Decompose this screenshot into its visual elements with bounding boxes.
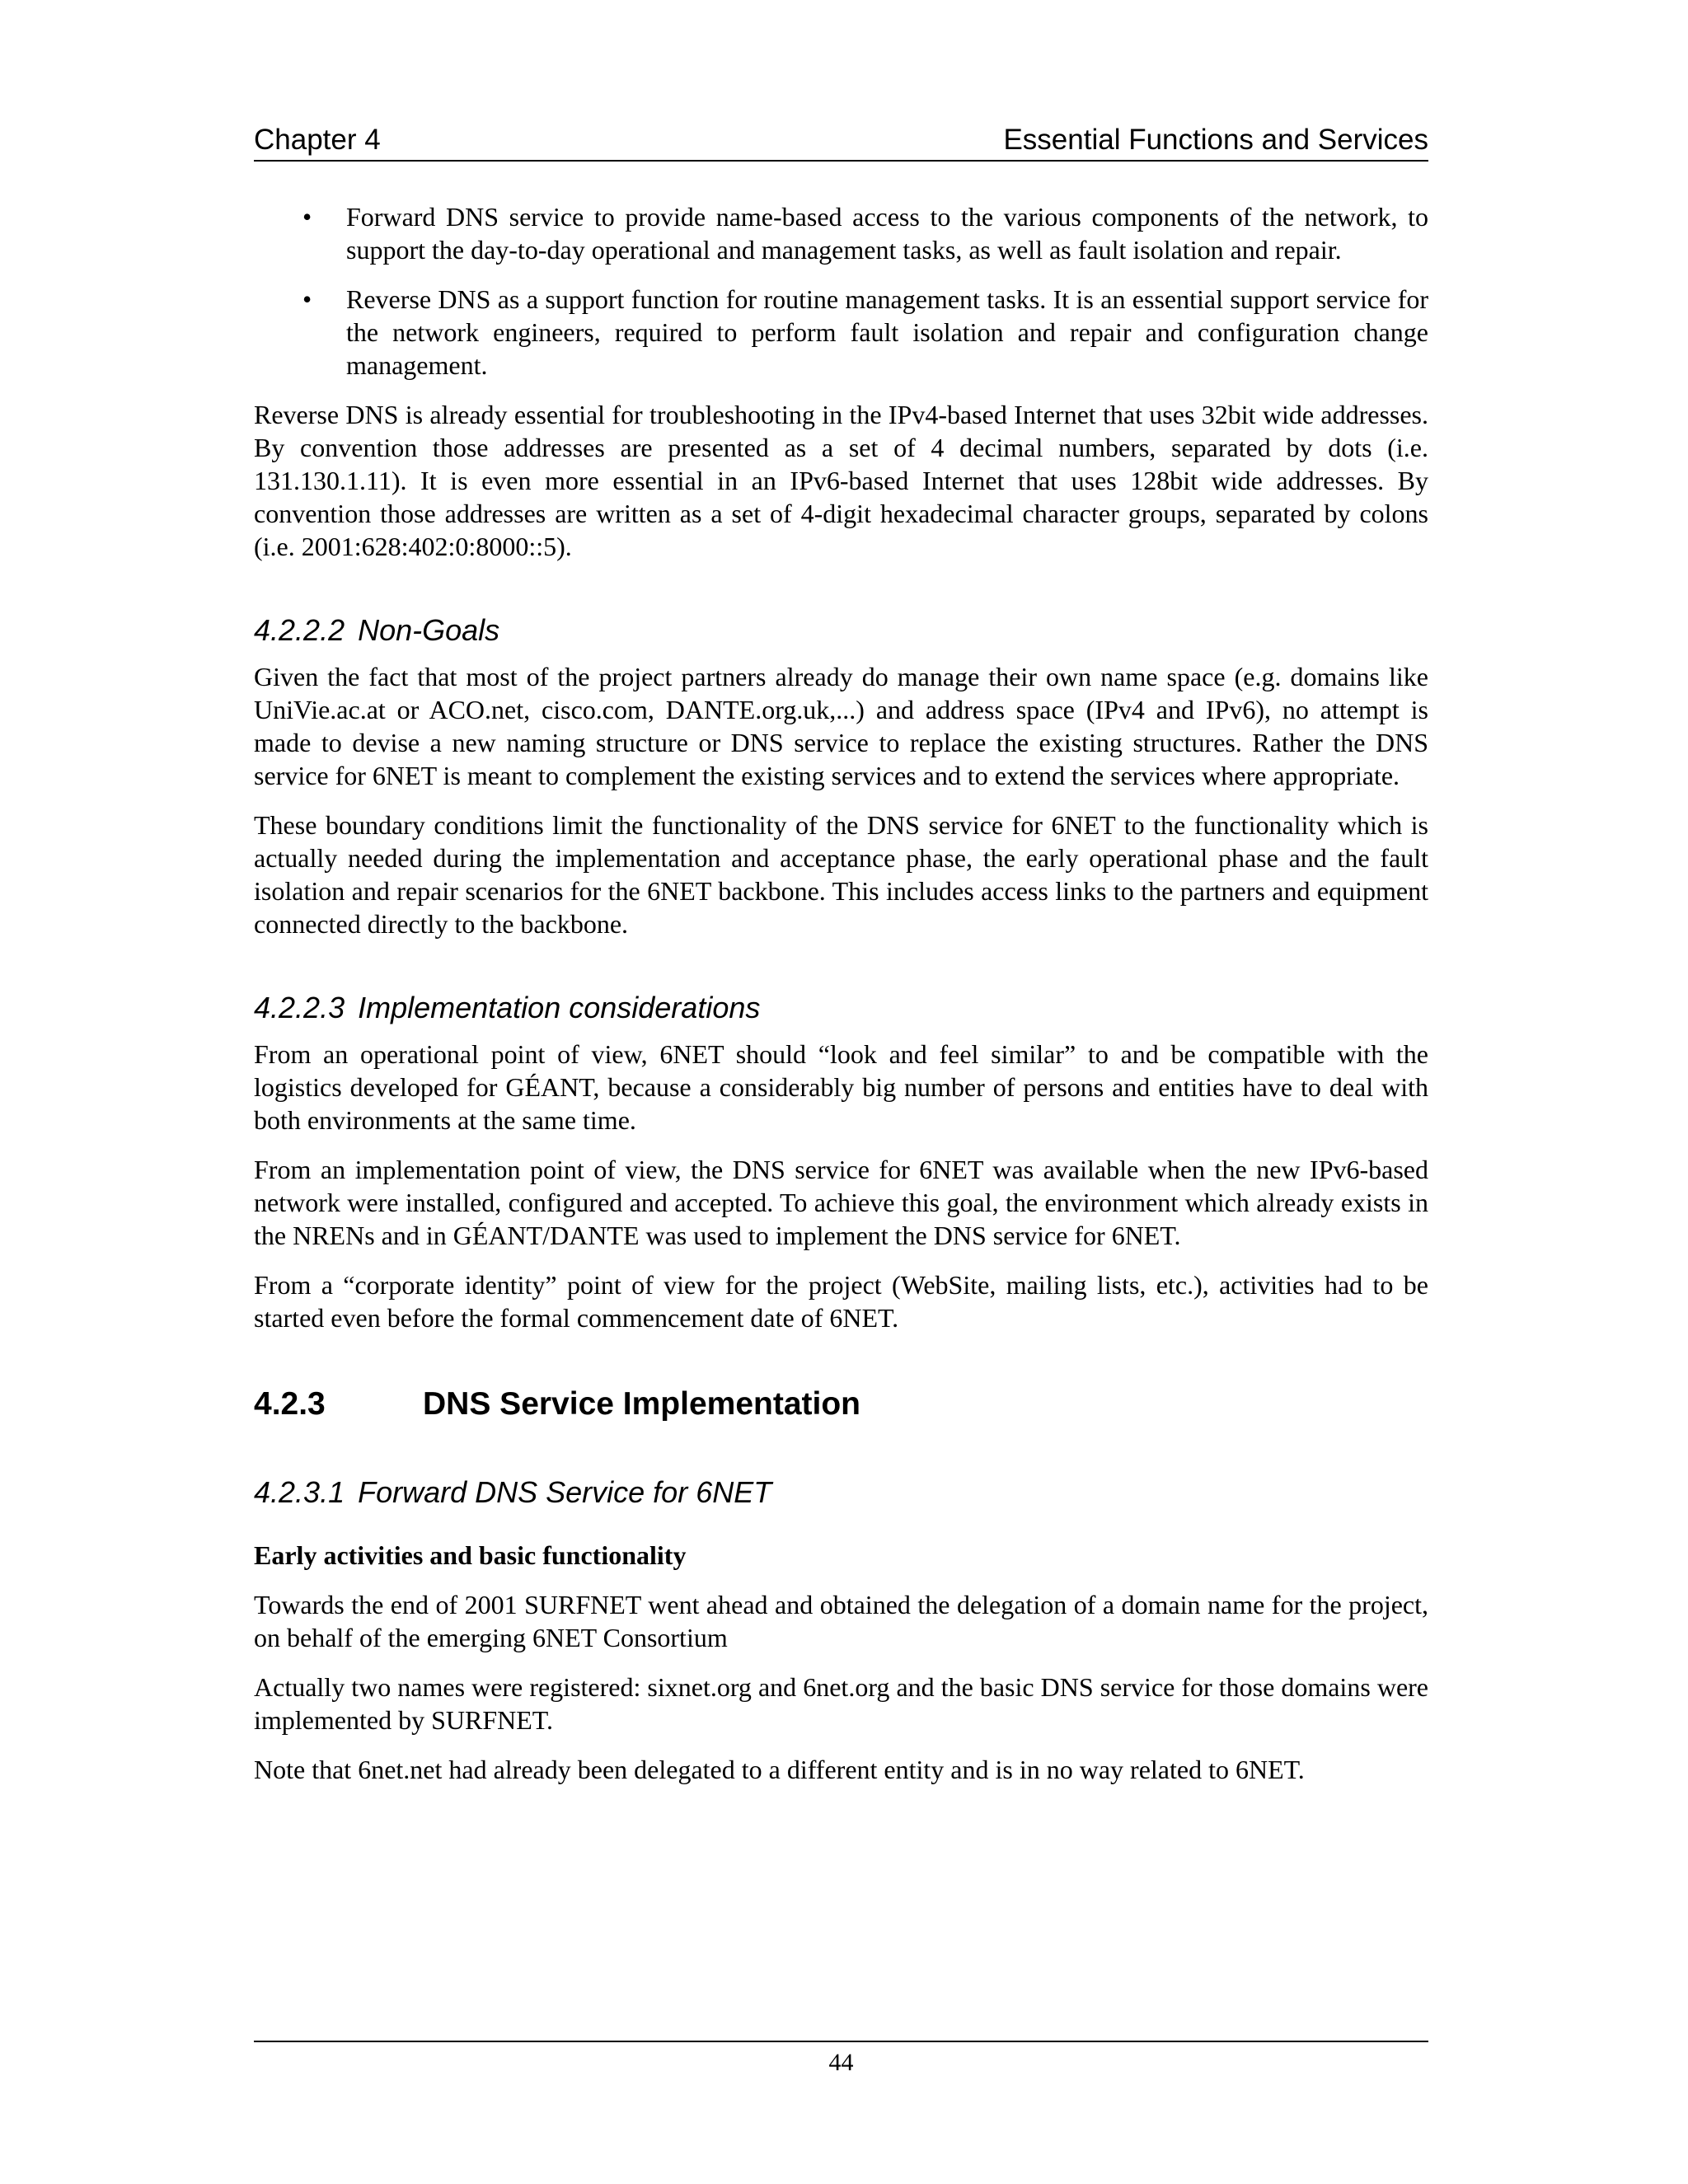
page-number: 44	[828, 2049, 854, 2076]
heading-title: Forward DNS Service for 6NET	[358, 1475, 772, 1509]
bullet-text: Reverse DNS as a support function for routine management tasks. It is an essential support service for the network engineers, required to perform fault isolation and repair and configuration change management.	[346, 284, 1428, 380]
heading-title: DNS Service Implementation	[423, 1386, 860, 1422]
intro-paragraph: Reverse DNS is already essential for troubleshooting in the IPv4-based Internet that uses 32bit wide addresses. By convention those addresses are presented as a set of 4 decimal numbers, separated by dots (i.e. 131.130.1.11). It is even more essential in an IPv6-based Internet that uses 128bit wide addresses. By convention those addresses are written as a set of 4-digit hexadecimal character groups, separated by colons (i.e. 2001:628:402:0:8000::5).	[254, 400, 1428, 561]
run-in-heading: Early activities and basic functionality	[254, 1540, 687, 1570]
header-title: Essential Functions and Services	[1003, 124, 1428, 156]
header-chapter: Chapter 4	[254, 124, 381, 156]
heading-forward-dns	[254, 1474, 1428, 1511]
paragraph: Given the fact that most of the project partners already do manage their own name space (e.g. domains like UniVie.ac.at or ACO.net, cisco.com, DANTE.org.uk,...) and address space (IPv4 and IPv6), no attempt is made to devise a new naming structure or DNS service to replace the existing structures. Rather the DNS service for 6NET is meant to complement the existing services and to extend the services where appropriate.	[254, 662, 1428, 790]
bullet-icon: •	[302, 202, 312, 232]
running-header	[254, 120, 1428, 162]
list-item	[254, 283, 1428, 382]
heading-dns-service-implementation	[254, 1384, 1428, 1425]
paragraph: From an operational point of view, 6NET should “look and feel similar” to and be compatible with the logistics developed for GÉANT, because a considerably big number of persons and entities have to deal with both environments at the same time.	[254, 1039, 1428, 1135]
paragraph: From a “corporate identity” point of view for the project (WebSite, mailing lists, etc.), activities had to be started even before the formal commencement date of 6NET.	[254, 1270, 1428, 1333]
heading-title: Non-Goals	[358, 613, 500, 647]
heading-non-goals	[254, 612, 1428, 649]
list-item	[254, 200, 1428, 266]
heading-implementation-considerations	[254, 990, 1428, 1026]
paragraph: Note that 6net.net had already been delegated to a different entity and is in no way related to 6NET.	[254, 1755, 1305, 1784]
bullet-text: Forward DNS service to provide name-based access to the various components of the network, to support the day-to-day operational and management tasks, as well as fault isolation and repair.	[346, 202, 1428, 265]
paragraph: Actually two names were registered: sixnet.org and 6net.org and the basic DNS service for those domains were implemented by SURFNET.	[254, 1672, 1428, 1735]
bullet-list	[254, 200, 1428, 382]
heading-number: 4.2.3.1	[254, 1475, 345, 1509]
heading-number: 4.2.3	[254, 1386, 326, 1422]
paragraph: From an implementation point of view, the DNS service for 6NET was available when the new IPv6-based network were installed, configured and accepted. To achieve this goal, the environment which already exists in the NRENs and in GÉANT/DANTE was used to implement the DNS service for 6NET.	[254, 1155, 1428, 1250]
heading-number: 4.2.2.2	[254, 613, 345, 647]
paragraph: Towards the end of 2001 SURFNET went ahead and obtained the delegation of a domain name for the project, on behalf of the emerging 6NET Consortium	[254, 1590, 1428, 1652]
heading-number: 4.2.2.3	[254, 991, 345, 1024]
document-page	[254, 0, 1428, 2184]
heading-title: Implementation considerations	[358, 991, 761, 1024]
paragraph: These boundary conditions limit the functionality of the DNS service for 6NET to the functionality which is actually needed during the implementation and acceptance phase, the early operational phase and the fault isolation and repair scenarios for the 6NET backbone. This includes access links to the partners and equipment connected directly to the backbone.	[254, 810, 1428, 939]
page-content	[254, 200, 1428, 1802]
bullet-icon: •	[302, 284, 312, 314]
running-footer	[254, 2041, 1428, 2079]
